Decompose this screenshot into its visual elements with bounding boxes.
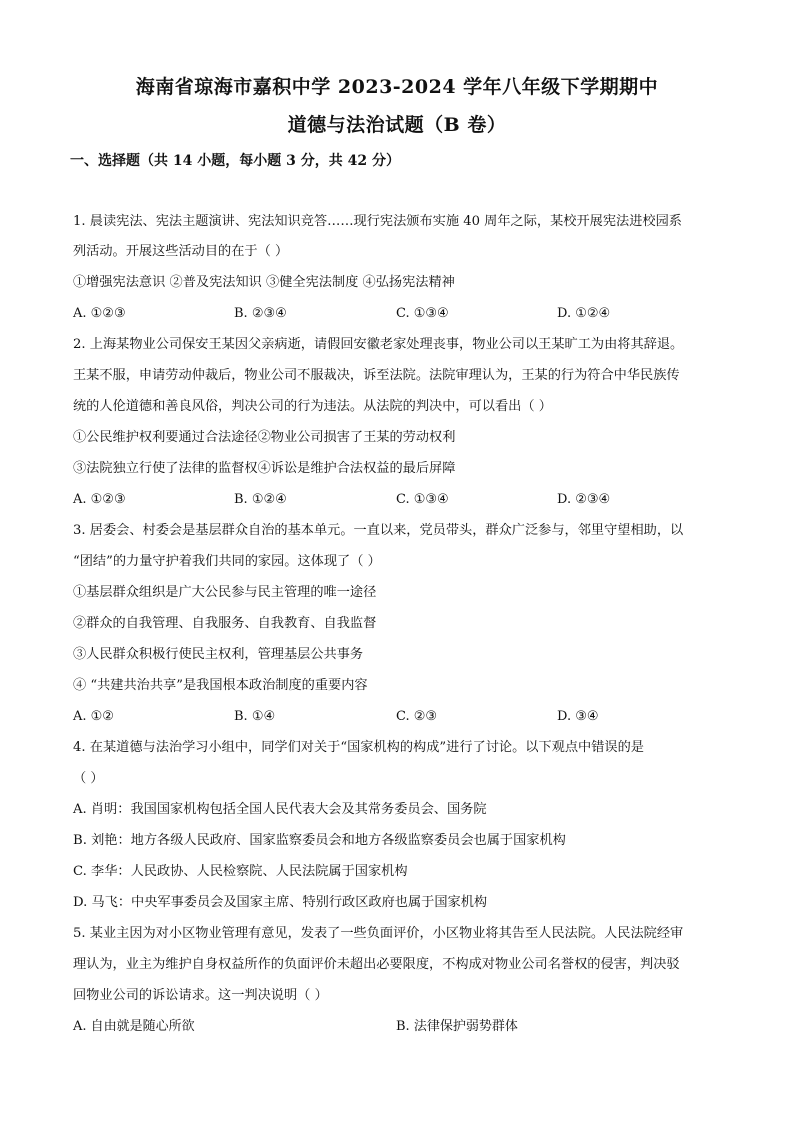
question-3-option-d[interactable]: D. ③④	[557, 709, 599, 724]
question-2-stem-line2: 王某不服，申请劳动仲裁后，物业公司不服裁决，诉至法院。法院审理认为，王某的行为符合中华民族传	[73, 368, 680, 383]
question-4-option-a[interactable]: A. 肖明：我国国家机构包括全国人民代表大会及其常务委员会、国务院	[73, 802, 487, 817]
question-3-stem-line1: 3. 居委会、村委会是基层群众自治的基本单元。一直以来，党员带头，群众广泛参与，邻里守望相助，以	[73, 523, 684, 538]
question-2-stem-line1: 2. 上海某物业公司保安王某因父亲病逝，请假回安徽老家处理丧事，物业公司以王某旷工为由将其辞退。	[73, 337, 684, 352]
question-3-option-c[interactable]: C. ②③	[396, 709, 438, 724]
question-2-option-a[interactable]: A. ①②③	[73, 492, 126, 507]
exam-title-line2: 道德与法治试题（B 卷）	[287, 114, 507, 136]
question-1-option-c[interactable]: C. ①③④	[396, 306, 449, 321]
question-5-stem-line2: 理认为，业主为维护自身权益所作的负面评价未超出必要限度，不构成对物业公司名誉权的侵害，判决驳	[73, 957, 680, 972]
question-3-option-a[interactable]: A. ①②	[73, 709, 114, 724]
question-3-stem-line2: “团结”的力量守护着我们共同的家园。这体现了（ ）	[73, 554, 381, 569]
question-1-option-b[interactable]: B. ②③④	[234, 306, 287, 321]
question-1-statements: ①增强宪法意识 ②普及宪法知识 ③健全宪法制度 ④弘扬宪法精神	[73, 275, 455, 290]
question-5-option-a[interactable]: A. 自由就是随心所欲	[73, 1019, 195, 1034]
question-2-option-b[interactable]: B. ①②④	[234, 492, 287, 507]
question-2-stem-line3: 统的人伦道德和善良风俗，判决公司的行为违法。从法院的判决中，可以看出（ ）	[73, 399, 552, 414]
question-4-option-b[interactable]: B. 刘艳：地方各级人民政府、国家监察委员会和地方各级监察委员会也属于国家机构	[73, 833, 566, 848]
section-heading: 一、选择题（共 14 小题，每小题 3 分，共 42 分）	[70, 153, 400, 169]
question-2-option-d[interactable]: D. ②③④	[557, 492, 611, 507]
question-3-statement-2: ②群众的自我管理、自我服务、自我教育、自我监督	[73, 616, 377, 631]
question-1-stem-line2: 列活动。开展这些活动目的在于（ ）	[73, 244, 289, 259]
question-4-stem-line2: （ ）	[73, 771, 104, 786]
question-3-option-b[interactable]: B. ①④	[234, 709, 276, 724]
question-4-option-c[interactable]: C. 李华：人民政协、人民检察院、人民法院属于国家机构	[73, 864, 408, 879]
question-4-option-d[interactable]: D. 马飞：中央军事委员会及国家主席、特别行政区政府也属于国家机构	[73, 895, 488, 910]
exam-title-line1: 海南省琼海市嘉积中学 2023-2024 学年八年级下学期期中	[135, 76, 659, 98]
question-5-stem-line3: 回物业公司的诉讼请求。这一判决说明（ ）	[73, 988, 328, 1003]
question-1-option-d[interactable]: D. ①②④	[557, 306, 611, 321]
question-3-statement-1: ①基层群众组织是广大公民参与民主管理的唯一途径	[73, 585, 377, 600]
question-2-option-c[interactable]: C. ①③④	[396, 492, 449, 507]
question-1-stem-line1: 1. 晨读宪法、宪法主题演讲、宪法知识竞答……现行宪法颁布实施 40 周年之际，某校开展宪法进校园系	[73, 214, 682, 229]
question-2-statement-line2: ③法院独立行使了法律的监督权④诉讼是维护合法权益的最后屏障	[73, 461, 456, 476]
question-1-option-a[interactable]: A. ①②③	[73, 306, 126, 321]
question-5-option-b[interactable]: B. 法律保护弱势群体	[396, 1019, 518, 1034]
question-3-statement-4: ④ “共建共治共享”是我国根本政治制度的重要内容	[73, 678, 368, 693]
question-2-statement-line1: ①公民维护权利要通过合法途径②物业公司损害了王某的劳动权利	[73, 430, 456, 445]
question-3-statement-3: ③人民群众积极行使民主权利，管理基层公共事务	[73, 647, 364, 662]
question-4-stem-line1: 4. 在某道德与法治学习小组中，同学们对关于“国家机构的构成”进行了讨论。以下观点中错误的是	[73, 740, 644, 755]
question-5-stem-line1: 5. 某业主因为对小区物业管理有意见，发表了一些负面评价，小区物业将其告至人民法院。人民法院经审	[73, 926, 684, 941]
